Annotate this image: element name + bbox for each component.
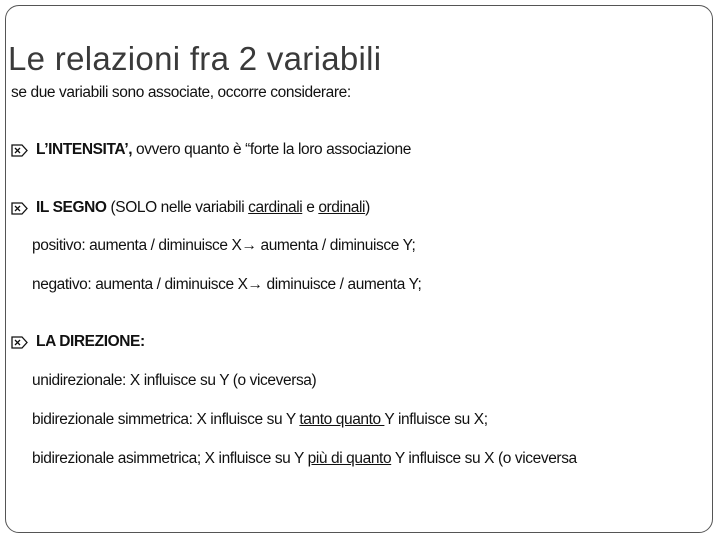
sign-text-b: e bbox=[302, 199, 319, 216]
slide-title: Le relazioni fra 2 variabili bbox=[8, 40, 382, 77]
link-ordinali[interactable]: ordinali bbox=[318, 199, 366, 216]
sign-negative: negativo: aumenta / diminuisce X→ diminuisce / aumenta Y; bbox=[32, 276, 422, 293]
sign-term: IL SEGNO bbox=[36, 199, 107, 216]
sign-text-a: (SOLO nelle variabili bbox=[106, 199, 249, 216]
bi-sym-text-b: Y influisce su X; bbox=[384, 411, 488, 428]
direction-term: LA DIREZIONE: bbox=[36, 333, 145, 350]
checkbox-arrow-icon bbox=[11, 336, 28, 349]
intensity-term: L’INTENSITA’, bbox=[36, 141, 133, 158]
intensity-item bbox=[36, 141, 411, 159]
bi-sym-underlined: tanto quanto bbox=[299, 411, 385, 428]
bi-sym-text-a: bidirezionale simmetrica: X influisce su Y bbox=[32, 411, 300, 428]
bi-asym-text-b: Y influisce su X (o viceversa bbox=[391, 450, 577, 467]
sign-positive: positivo: aumenta / diminuisce X→ aumenta / diminuisce Y; bbox=[32, 237, 416, 254]
bi-asym-underlined: più di quanto bbox=[307, 450, 392, 467]
sign-item bbox=[36, 199, 370, 217]
bi-asym-text-a: bidirezionale asimmetrica; X influisce su Y bbox=[32, 450, 308, 467]
checkbox-arrow-icon bbox=[11, 144, 28, 157]
direction-bi-sym bbox=[32, 411, 488, 429]
link-cardinali[interactable]: cardinali bbox=[248, 199, 303, 216]
sign-text-c: ) bbox=[365, 199, 370, 216]
direction-item bbox=[36, 333, 145, 351]
direction-bi-asym bbox=[32, 450, 577, 468]
checkbox-arrow-icon bbox=[11, 202, 28, 215]
intensity-text: ovvero quanto è “forte la loro associazione bbox=[132, 141, 411, 158]
direction-uni: unidirezionale: X influisce su Y (o viceversa) bbox=[32, 372, 317, 389]
intro-text: se due variabili sono associate, occorre considerare: bbox=[11, 84, 351, 101]
